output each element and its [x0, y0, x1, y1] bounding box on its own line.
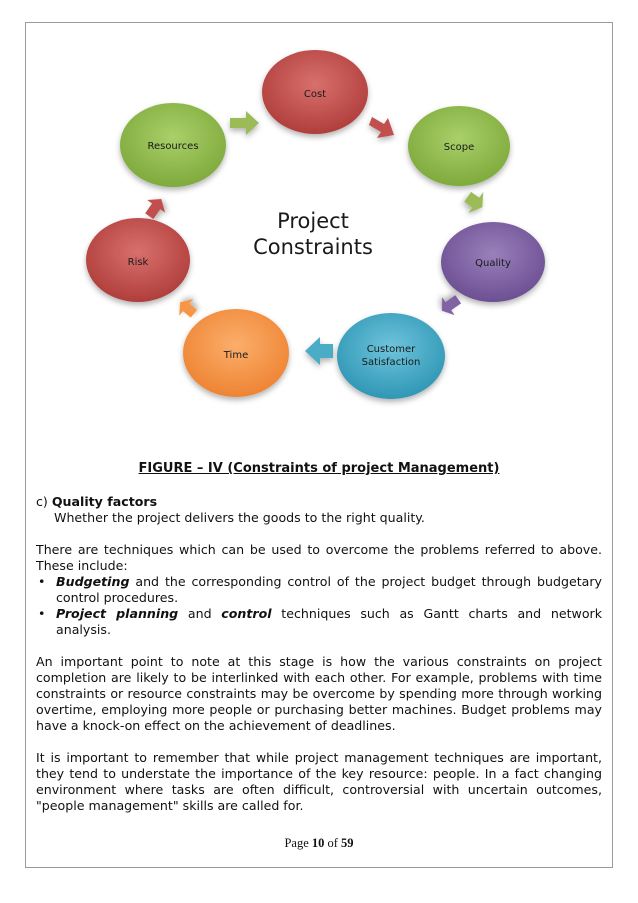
arrow-cost-to-scope: [369, 117, 394, 138]
arrow-risk-to-resources: [140, 193, 170, 223]
arrow-quality-to-customer: [435, 290, 464, 319]
node-time-label: Time: [223, 350, 249, 361]
techniques-list: [36, 574, 602, 638]
node-cost: [262, 50, 368, 134]
node-risk: [86, 218, 190, 302]
section-heading: c) Quality factors: [36, 494, 158, 509]
node-quality-label: Quality: [475, 258, 511, 269]
node-resources-label: Resources: [147, 141, 199, 152]
diagram-title-line1: Project: [277, 209, 349, 233]
node-cost-label: Cost: [303, 89, 327, 100]
node-satisfaction-label: Satisfaction: [361, 357, 421, 368]
list-item: • Budgeting and the corresponding control of the project budget through budgetary control procedures.: [36, 574, 602, 606]
node-scope: [408, 106, 510, 186]
diagram-title-line2: Constraints: [253, 235, 373, 259]
section-description: Whether the project delivers the goods to the right quality.: [54, 510, 425, 525]
node-time: [183, 309, 289, 397]
arrow-time-to-risk: [173, 294, 201, 322]
node-resources: [120, 103, 226, 187]
figure-caption: FIGURE – IV (Constraints of project Management): [138, 461, 500, 476]
paragraph-constraints: An important point to note at this stage is how the various constraints on project completion are likely to be interlinked with each other. For example, problems with time constraints or resource constraints may be overcome by spending more through working overtime, employing more people or purchasing better machines. Budget problems may have a knock-on effect on the achievement of deadlines.: [36, 654, 602, 733]
paragraph-people: It is important to remember that while project management techniques are important, they tend to understate the importance of the key resource: people. In a fact changing environment where tasks are often difficult, controversial with uncertain outcomes, "people management" skills are called for.: [36, 750, 602, 813]
node-customer-label: Customer: [366, 344, 416, 355]
arrow-customer-to-time: [305, 337, 333, 365]
node-customer-satisfaction: [337, 313, 445, 399]
paragraph-techniques: There are techniques which can be used to overcome the problems referred to above. These include:: [36, 542, 602, 573]
node-quality: [441, 222, 545, 302]
page-footer: Page 10 of 59: [284, 836, 354, 850]
arrow-resources-to-cost: [230, 111, 259, 135]
list-item: • Project planning and control techniques such as Gantt charts and network analysis.: [36, 606, 602, 638]
body-text: [36, 494, 602, 814]
node-scope-label: Scope: [443, 142, 475, 153]
arrow-scope-to-quality: [460, 186, 490, 218]
node-risk-label: Risk: [127, 257, 149, 268]
